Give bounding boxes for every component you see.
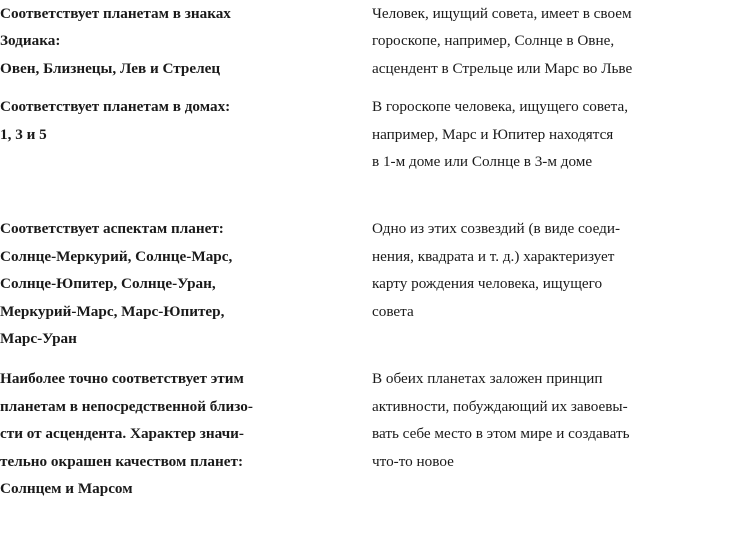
text-line: Зодиака: bbox=[0, 32, 61, 50]
table-cell-criterion bbox=[0, 352, 372, 502]
table-cell-criterion bbox=[0, 82, 372, 148]
text-line: Солнце-Меркурий, Солнце-Марс, bbox=[0, 247, 233, 265]
table-cell-explanation bbox=[372, 352, 739, 475]
text-line: Соответствует аспектам планет: bbox=[0, 220, 224, 238]
table-cell-criterion bbox=[0, 175, 372, 352]
text-line: вать себе место в этом мире и создавать bbox=[372, 425, 630, 443]
text-line: например, Марс и Юпитер находятся bbox=[372, 125, 614, 143]
text-line: Меркурий-Марс, Марс-Юпитер, bbox=[0, 302, 225, 320]
text-line: тельно окрашен качеством планет: bbox=[0, 452, 244, 470]
table-row bbox=[0, 352, 739, 502]
criterion-text-2 bbox=[0, 93, 354, 148]
criterion-text-4 bbox=[0, 365, 354, 502]
text-line: сти от асцендента. Характер значи- bbox=[0, 425, 244, 443]
text-line: Солнцем и Марсом bbox=[0, 480, 133, 498]
explanation-text-2 bbox=[372, 93, 735, 175]
table-row bbox=[0, 175, 739, 352]
table-cell-criterion bbox=[0, 0, 372, 82]
table-row bbox=[0, 82, 739, 175]
text-line: В обеих планетах заложен принцип bbox=[372, 370, 603, 388]
text-line: асцендент в Стрельце или Марс во Льве bbox=[372, 59, 633, 77]
text-line: Солнце-Юпитер, Солнце-Уран, bbox=[0, 275, 216, 293]
text-line: что-то новое bbox=[372, 452, 454, 470]
text-line: активности, побуждающий их завоевы- bbox=[372, 397, 628, 415]
explanation-text-1 bbox=[372, 0, 735, 82]
explanation-text-3 bbox=[372, 215, 735, 325]
table-cell-explanation bbox=[372, 175, 739, 325]
table-cell-explanation bbox=[372, 82, 739, 175]
text-line: 1, 3 и 5 bbox=[0, 125, 47, 143]
text-line: нения, квадрата и т. д.) характеризует bbox=[372, 247, 615, 265]
text-line: планетам в непосредственной близо- bbox=[0, 397, 253, 415]
criterion-text-3 bbox=[0, 215, 354, 352]
explanation-text-4 bbox=[372, 365, 735, 475]
text-line: Наиболее точно соответствует этим bbox=[0, 370, 244, 388]
text-line: Соответствует планетам в домах: bbox=[0, 98, 231, 116]
criterion-text-1 bbox=[0, 0, 354, 82]
text-line: в 1-м доме или Солнце в 3-м доме bbox=[372, 153, 593, 171]
text-line: карту рождения человека, ищущего bbox=[372, 275, 603, 293]
text-line: Овен, Близнецы, Лев и Стрелец bbox=[0, 59, 221, 77]
text-line: Одно из этих созвездий (в виде соеди- bbox=[372, 220, 621, 238]
text-line: Человек, ищущий совета, имеет в своем bbox=[372, 5, 632, 22]
text-line: В гороскопе человека, ищущего совета, bbox=[372, 98, 629, 116]
table-cell-explanation bbox=[372, 0, 739, 82]
text-line: совета bbox=[372, 302, 414, 320]
table-row bbox=[0, 0, 739, 82]
text-line: гороскопе, например, Солнце в Овне, bbox=[372, 32, 615, 50]
text-line: Соответствует планетам в знаках bbox=[0, 5, 231, 22]
text-line: Марс-Уран bbox=[0, 330, 77, 348]
